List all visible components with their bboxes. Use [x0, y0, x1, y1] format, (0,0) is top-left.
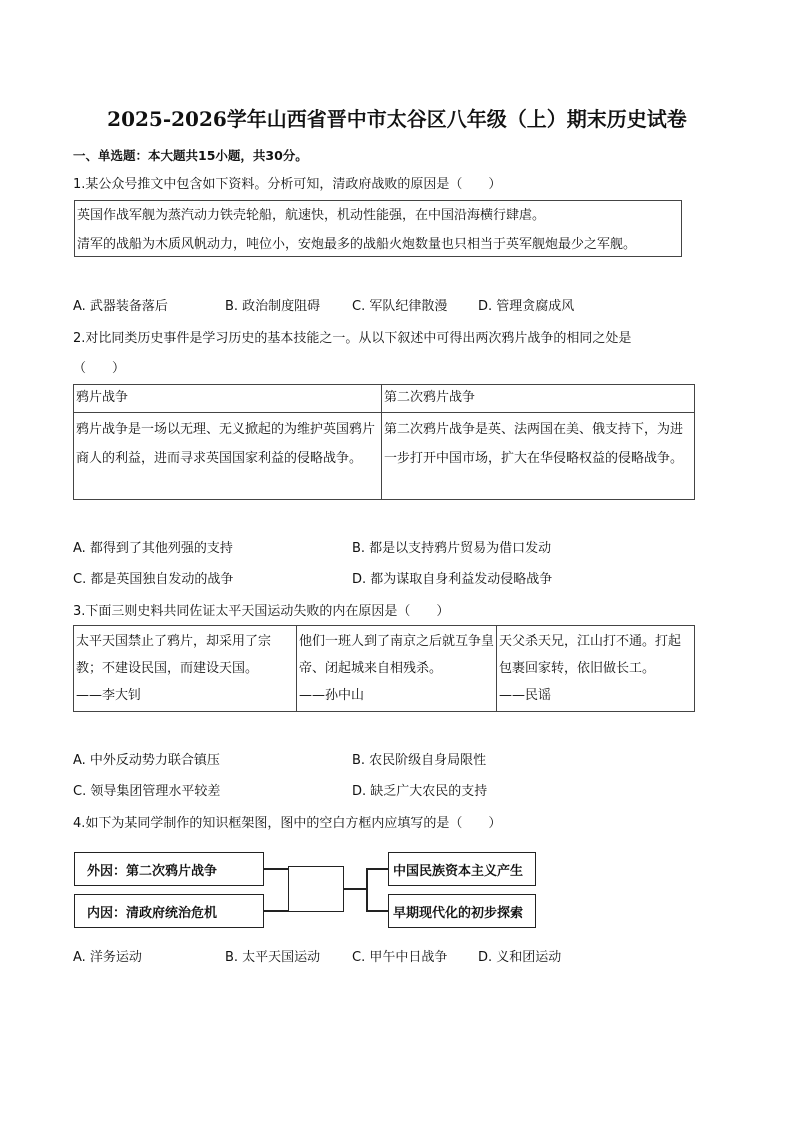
q2-cell-2: 第二次鸦片战争是英、法两国在美、俄支持下，为进一步打开中国市场，扩大在华侵略权益的侵略战争。	[382, 413, 695, 500]
q2-header-1: 鸦片战争	[74, 385, 382, 413]
q4-connector	[366, 910, 388, 912]
q3-source-text: 太平天国禁止了鸦片，却采用了宗教；不建设民国，而建设天国。	[76, 634, 272, 676]
q4-result-box: 中国民族资本主义产生	[388, 852, 536, 886]
q4-option-a[interactable]: A. 洋务运动	[73, 950, 142, 965]
q1-option-a[interactable]: A. 武器装备落后	[73, 299, 168, 314]
q3-option-c[interactable]: C. 领导集团管理水平较差	[73, 784, 221, 799]
q3-option-a[interactable]: A. 中外反动势力联合镇压	[73, 753, 220, 768]
q1-option-c[interactable]: C. 军队纪律散漫	[352, 299, 448, 314]
q3-source-text: 天父杀天兄，江山打不通。打起包裹回家转，依旧做长工。	[499, 634, 682, 676]
q3-option-b[interactable]: B. 农民阶级自身局限性	[352, 753, 487, 768]
q4-connector	[366, 868, 388, 870]
q2-stem: 2.对比同类历史事件是学习历史的基本技能之一。从以下叙述中可得出两次鸦片战争的相同之处是	[73, 331, 632, 346]
q3-source-cell	[497, 626, 695, 712]
q2-option-b[interactable]: B. 都是以支持鸦片贸易为借口发动	[352, 541, 552, 556]
q4-blank-box[interactable]	[288, 866, 344, 912]
q1-option-d[interactable]: D. 管理贪腐成风	[478, 299, 575, 314]
q4-connector	[264, 910, 288, 912]
q3-option-d[interactable]: D. 缺乏广大农民的支持	[352, 784, 488, 799]
q3-sources-table	[73, 625, 695, 712]
q1-stem: 1.某公众号推文中包含如下资料。分析可知，清政府战败的原因是（ ）	[73, 177, 502, 192]
q3-source-cell	[74, 626, 297, 712]
q3-source-text: 他们一班人到了南京之后就互争皇帝、闭起城来自相残杀。	[299, 634, 495, 676]
q3-stem: 3.下面三则史料共同佐证太平天国运动失败的内在原因是（ ）	[73, 604, 450, 619]
q1-material-line: 英国作战军舰为蒸汽动力铁壳轮船，航速快，机动性能强，在中国沿海横行肆虐。	[77, 208, 546, 223]
q1-material-line: 清军的战船为木质风帆动力，吨位小，安炮最多的战船火炮数量也只相当于英军舰炮最少之军舰。	[77, 237, 637, 252]
q2-header-2: 第二次鸦片战争	[382, 385, 695, 413]
q3-source-cell	[297, 626, 497, 712]
q2-option-a[interactable]: A. 都得到了其他列强的支持	[73, 541, 233, 556]
q2-option-d[interactable]: D. 都为谋取自身利益发动侵略战争	[352, 572, 553, 587]
section-heading: 一、单选题：本大题共15小题，共30分。	[73, 148, 308, 163]
q3-source-author: ——孙中山	[299, 688, 365, 703]
q4-connector	[366, 868, 368, 910]
q1-option-b[interactable]: B. 政治制度阻碍	[225, 299, 321, 314]
q2-cell-1: 鸦片战争是一场以无理、无义掀起的为维护英国鸦片商人的利益，进而寻求英国国家利益的侵略战争。	[74, 413, 382, 500]
q1-material-box	[74, 200, 682, 257]
q4-option-b[interactable]: B. 太平天国运动	[225, 950, 321, 965]
q2-comparison-table	[73, 384, 695, 500]
q4-connector	[264, 868, 288, 870]
q3-source-author: ——李大钊	[76, 688, 142, 703]
q4-option-c[interactable]: C. 甲午中日战争	[352, 950, 448, 965]
q4-external-cause-box: 外因：第二次鸦片战争	[74, 852, 264, 886]
q2-stem-blank: （ ）	[73, 361, 126, 376]
q4-result-box: 早期现代化的初步探索	[388, 894, 536, 928]
q4-connector	[344, 888, 366, 890]
exam-title: 2025-2026学年山西省晋中市太谷区八年级（上）期末历史试卷	[107, 107, 687, 131]
q3-source-author: ——民谣	[499, 688, 552, 703]
q4-internal-cause-box: 内因：清政府统治危机	[74, 894, 264, 928]
q4-option-d[interactable]: D. 义和团运动	[478, 950, 562, 965]
q2-option-c[interactable]: C. 都是英国独自发动的战争	[73, 572, 234, 587]
q4-stem: 4.如下为某同学制作的知识框架图，图中的空白方框内应填写的是（ ）	[73, 816, 502, 831]
